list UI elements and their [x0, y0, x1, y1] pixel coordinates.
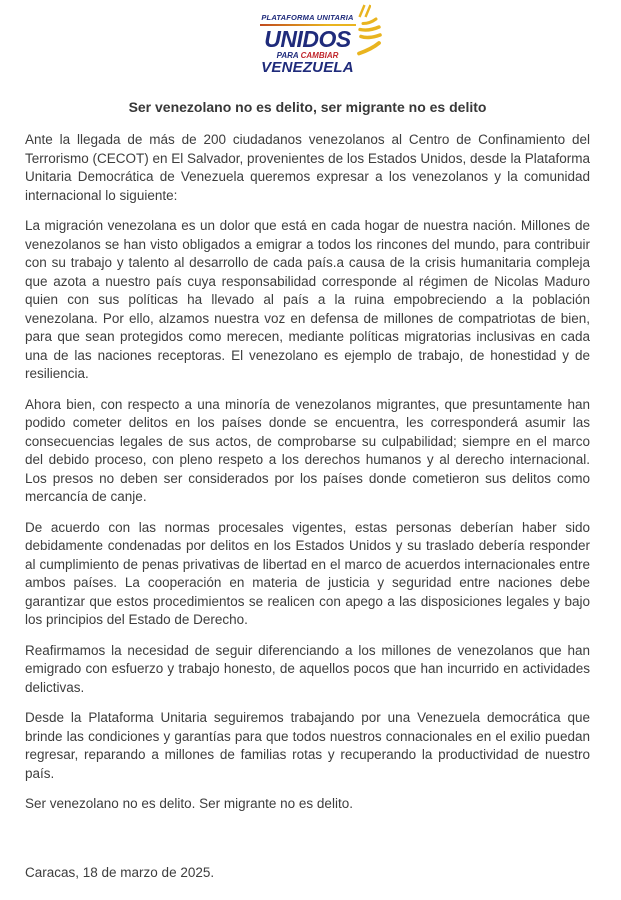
hand-strokes-icon	[357, 15, 383, 57]
document-body	[25, 131, 590, 882]
paragraph-intro: Ante la llegada de más de 200 ciudadanos venezolanos al Centro de Confinamiento del Terrorismo (CECOT) en El Salvador, provenientes de los Estados Unidos, desde la Plataforma Unitaria Democrática de Venezuela queremos expresar a los venezolanos y la comunidad internacional lo siguiente:	[25, 132, 591, 203]
paragraph-commitment: Desde la Plataforma Unitaria seguiremos trabajando por una Venezuela democrática que brinde las condiciones y garantías para que todos nuestros connacionales en el exilio puedan regresar, reparando a millones de familias rotas y recuperando la productividad de nuestro país.	[25, 710, 590, 781]
paragraph-reaffirmation: Reafirmamos la necesidad de seguir diferenciando a los millones de venezolanos que han emigrado con esfuerzo y trabajo honesto, de aquellos pocos que han incurrido en actividades delictivas.	[25, 642, 590, 695]
plataforma-unitaria-logo	[258, 8, 358, 76]
logo-unidos-text: UNIDOS	[264, 26, 351, 52]
dateline: Caracas, 18 de marzo de 2025.	[25, 864, 215, 880]
closing-statement: Ser venezolano no es delito. Ser migrante no es delito.	[25, 796, 353, 811]
paragraph-migration: La migración venezolana es un dolor que está en cada hogar de nuestra nación. Millones de venezolanos se han visto obligados a emigrar a todos los rincones del mundo, para contribuir con su trabajo y talento al desarrollo de cada país.a causa de la crisis humanitaria compleja que azota a nuestro país cuya responsabilidad corresponde al régimen de Nicolas Maduro quien con sus políticas ha llevado al país a la ruina empobreciendo a la población venezolana. Por ello, alzamos nuestra voz en defensa de millones de compatriotas de bien, para que sean protegidos como merecen, mediante políticas migratorias inclusivas en cada una de las naciones receptoras. El venezolano es ejemplo de trabajo, de honestidad y de resiliencia.	[25, 218, 590, 381]
logo-venezuela-text: VENEZUELA	[261, 59, 354, 76]
logo-plataforma-unitaria-text: PLATAFORMA UNITARIA	[261, 13, 354, 22]
document-title: Ser venezolano no es delito, ser migrante no es delito	[128, 99, 487, 115]
logo-para-text: PARA	[276, 51, 299, 60]
paragraph-legal-norms: De acuerdo con las normas procesales vigentes, estas personas deberían haber sido debidamente condenadas por delitos en los Estados Unidos y su traslado debería responder al cumplimiento de penas privativas de libertad en el marco de acuerdos internacionales entre ambos países. La cooperación en materia de justicia y seguridad entre naciones debe garantizar que estos procedimientos se realicen con apego a las disposiciones legales y bajo los principios del Estado de Derecho.	[25, 519, 590, 627]
paragraph-minority: Ahora bien, con respecto a una minoría de venezolanos migrantes, que presuntamente han podido cometer delitos en los países donde se encuentra, les corresponderá asumir las consecuencias legales de sus actos, de comprobarse su culpabilidad; siempre en el marco del debido proceso, con pleno respeto a los derechos humanos y al derecho internacional. Los presos no deben ser considerados por los países donde cometieron sus delitos como mercancía de canje.	[25, 396, 590, 504]
logo-cambiar-text: CAMBIAR	[300, 51, 339, 60]
